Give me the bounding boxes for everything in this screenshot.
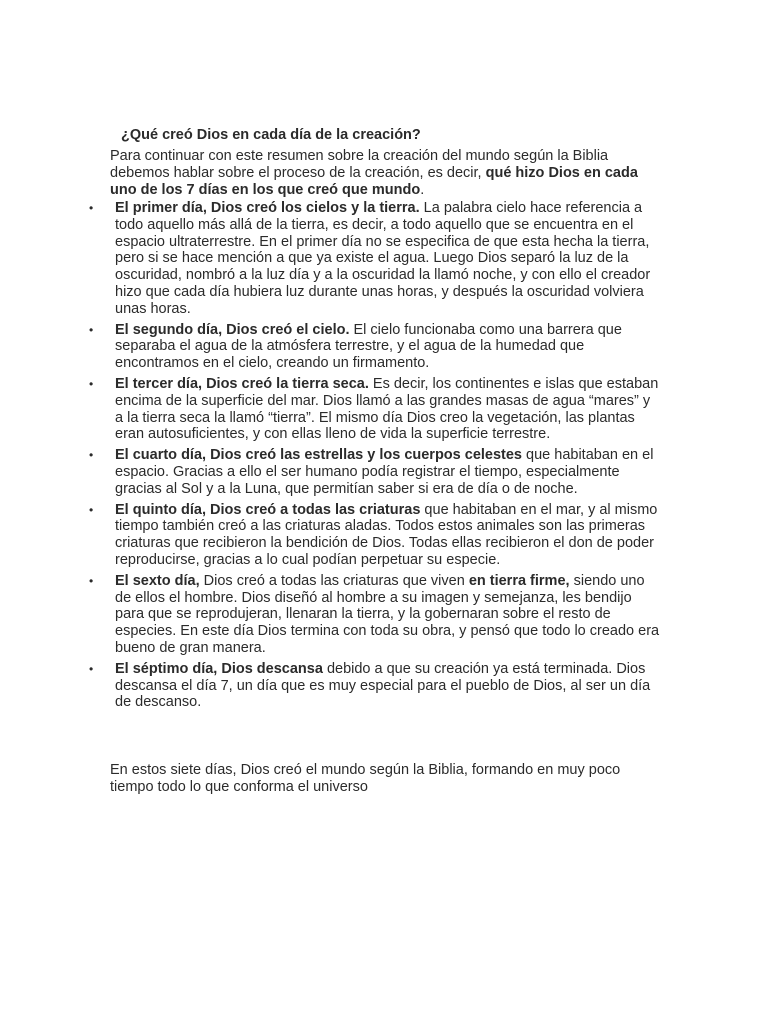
day-emphasis: en tierra firme, xyxy=(468,572,570,589)
day-title: El sexto día, xyxy=(115,572,200,589)
bullet-icon: • xyxy=(89,376,94,391)
day-description: que habitaban en el mar, y al mismo tiempo también creó a las criaturas aladas. Todos estos animales son las primeras criaturas que recibieron la bendición de Dios. Todas ellas recibieron el don de poder reproducirse, gracias a lo cual podían perpetuar su especie. xyxy=(115,501,658,568)
list-item-day-6 xyxy=(0,573,660,657)
list-item-day-1 xyxy=(0,200,660,318)
day-description: La palabra cielo hace referencia a todo aquello más allá de la tierra, es decir, a todo aquello que se encuentra en el espacio ultraterrestre. En el primer día no se especifica de que esta hecha la tierra, pero si se hace mención a que ya existe el agua. Luego Dios separó la luz de la oscuridad, nombró a la luz día y a la oscuridad la llamó noche, y con ello el creador hizo que cada día hubiera luz durante unas horas, y después la oscuridad volviera unas horas. xyxy=(115,200,651,317)
day-title: El quinto día, Dios creó a todas las criaturas xyxy=(115,501,421,518)
list-item-day-2 xyxy=(0,322,660,372)
list-item-day-4 xyxy=(0,447,660,497)
bullet-icon: • xyxy=(89,322,94,337)
bullet-icon: • xyxy=(89,502,94,517)
intro-text: Para continuar con este resumen sobre la creación del mundo según la Biblia debemos hablar sobre el proceso de la creación, es decir, xyxy=(110,148,609,181)
day-description: que habitaban en el espacio. Gracias a ello el ser humano podía registrar el tiempo, especialmente gracias al Sol y a la Luna, que permitían saber si era de día o de noche. xyxy=(115,447,654,497)
page-title: ¿Qué creó Dios en cada día de la creación? xyxy=(121,127,421,143)
bullet-icon: • xyxy=(89,201,94,215)
day-description-continued: siendo uno de ellos el hombre. Dios diseñó al hombre a su imagen y semejanza, les bendijo para que se reprodujeran, llenaran la tierra, y la gobernaran sobre el resto de especies. En este día Dios termina con toda su obra, y pensó que todo lo creado era bueno de gran manera. xyxy=(115,572,660,656)
list-item-day-5 xyxy=(0,502,660,569)
day-description: El cielo funcionaba como una barrera que separaba el agua de la atmósfera terrestre, y el agua de la humedad que encontramos en el cielo, creando un firmamento. xyxy=(115,321,622,372)
day-title: El primer día, Dios creó los cielos y la tierra. xyxy=(115,200,420,216)
day-title: El cuarto día, Dios creó las estrellas y los cuerpos celestes xyxy=(115,447,522,464)
list-item-day-7 xyxy=(0,661,660,711)
list-item-day-3 xyxy=(0,376,660,443)
day-description: debido a que su creación ya está terminada. Dios descansa el día 7, un día que es muy especial para el pueblo de Dios, al ser un día de descanso. xyxy=(115,660,651,711)
day-title: El séptimo día, Dios descansa xyxy=(115,660,323,677)
day-description: Es decir, los continentes e islas que estaban encima de la superficie del mar. Dios llamó a las grandes masas de agua “mares” y a la tierra seca la llamó “tierra”. El mismo día Dios creo la vegetación, las plantas eran autosuficientes, y con ellas lleno de vida la superficie terrestre. xyxy=(115,375,659,443)
bullet-icon: • xyxy=(89,448,94,463)
day-title: El tercer día, Dios creó la tierra seca. xyxy=(115,375,369,392)
days-list xyxy=(0,200,768,715)
day-description: Dios creó a todas las criaturas que viven xyxy=(199,572,469,589)
intro-paragraph xyxy=(110,148,650,198)
intro-end: . xyxy=(420,181,425,198)
bullet-icon: • xyxy=(89,573,94,588)
closing-paragraph: En estos siete días, Dios creó el mundo según la Biblia, formando en muy poco tiempo todo lo que conforma el universo xyxy=(110,762,621,795)
day-title: El segundo día, Dios creó el cielo. xyxy=(115,321,350,338)
intro-bold-text: qué hizo Dios en cada uno de los 7 días en los que creó que mundo xyxy=(110,164,638,198)
bullet-icon: • xyxy=(89,661,94,676)
